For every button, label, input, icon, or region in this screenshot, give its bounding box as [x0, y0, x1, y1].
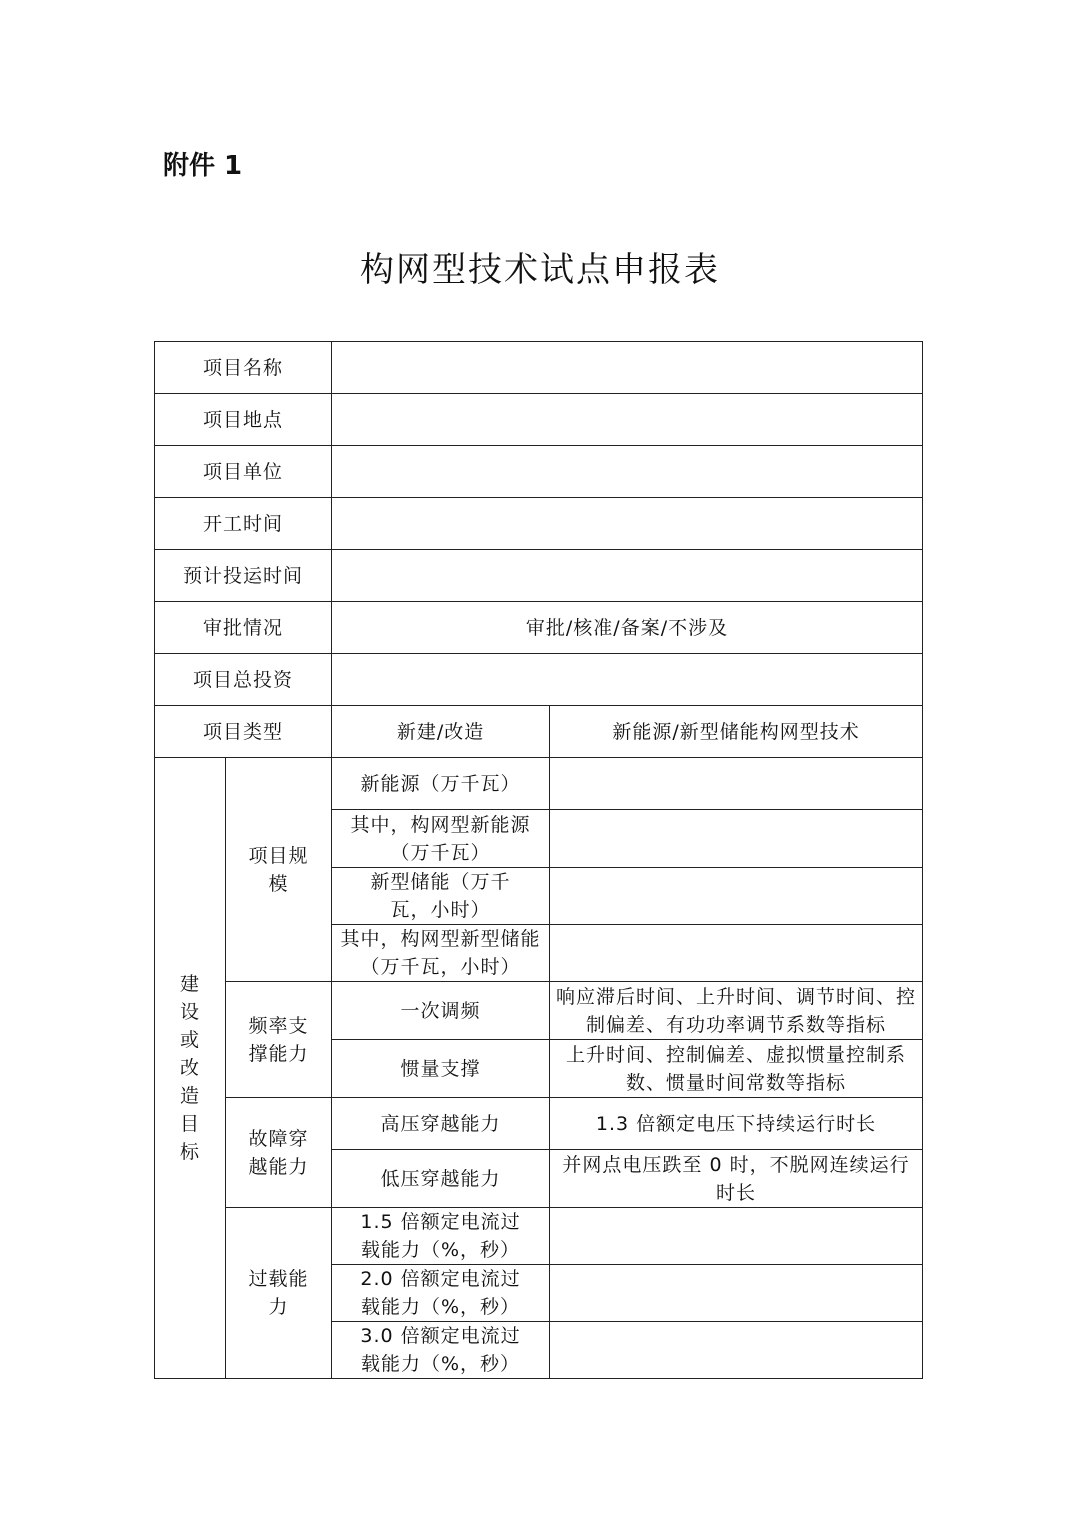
row-primary-frequency: [155, 982, 923, 1040]
field-fault-item[interactable]: 并网点电压跌至 0 时，不脱网连续运行时长: [550, 1150, 923, 1208]
label-targets-group: 建设或改造目标: [155, 758, 226, 1379]
field-project-name[interactable]: [332, 342, 923, 394]
field-project-type-build[interactable]: 新建/改造: [332, 706, 550, 758]
row-project-location: [155, 394, 923, 446]
field-scale-item[interactable]: [550, 758, 923, 810]
label-total-investment: 项目总投资: [155, 654, 332, 706]
field-total-investment[interactable]: [332, 654, 923, 706]
field-frequency-item[interactable]: 上升时间、控制偏差、虚拟惯量控制系数、惯量时间常数等指标: [550, 1040, 923, 1098]
field-scale-item[interactable]: [550, 925, 923, 982]
label-scale-item: 新能源（万千瓦）: [332, 758, 550, 810]
label-frequency-support: 频率支撑能力: [226, 982, 332, 1098]
row-scale-renewable: [155, 758, 923, 810]
label-overload-item: 3.0 倍额定电流过载能力（%，秒）: [332, 1322, 550, 1379]
label-fault-item: 高压穿越能力: [332, 1098, 550, 1150]
label-scale-item: 新型储能（万千瓦，小时）: [332, 868, 550, 925]
row-expected-operation-time: [155, 550, 923, 602]
field-overload-item[interactable]: [550, 1208, 923, 1265]
row-approval-status: [155, 602, 923, 654]
label-overload-item: 1.5 倍额定电流过载能力（%，秒）: [332, 1208, 550, 1265]
label-scale-item: 其中，构网型新能源（万千瓦）: [332, 810, 550, 868]
label-project-unit: 项目单位: [155, 446, 332, 498]
row-total-investment: [155, 654, 923, 706]
field-start-time[interactable]: [332, 498, 923, 550]
label-expected-operation-time: 预计投运时间: [155, 550, 332, 602]
field-frequency-item[interactable]: 响应滞后时间、上升时间、调节时间、控制偏差、有功功率调节系数等指标: [550, 982, 923, 1040]
label-approval-status: 审批情况: [155, 602, 332, 654]
field-fault-item[interactable]: 1.3 倍额定电压下持续运行时长: [550, 1098, 923, 1150]
label-project-type: 项目类型: [155, 706, 332, 758]
label-project-location: 项目地点: [155, 394, 332, 446]
label-overload-capability: 过载能力: [226, 1208, 332, 1379]
label-overload-item: 2.0 倍额定电流过载能力（%，秒）: [332, 1265, 550, 1322]
row-project-unit: [155, 446, 923, 498]
field-project-location[interactable]: [332, 394, 923, 446]
label-frequency-item: 一次调频: [332, 982, 550, 1040]
label-project-name: 项目名称: [155, 342, 332, 394]
label-scale-item: 其中，构网型新型储能（万千瓦，小时）: [332, 925, 550, 982]
field-overload-item[interactable]: [550, 1265, 923, 1322]
field-approval-status[interactable]: 审批/核准/备案/不涉及: [332, 602, 923, 654]
label-fault-ride-through: 故障穿越能力: [226, 1098, 332, 1208]
label-start-time: 开工时间: [155, 498, 332, 550]
row-start-time: [155, 498, 923, 550]
field-project-type-tech[interactable]: 新能源/新型储能构网型技术: [550, 706, 923, 758]
field-scale-item[interactable]: [550, 868, 923, 925]
field-scale-item[interactable]: [550, 810, 923, 868]
row-project-type: [155, 706, 923, 758]
row-project-name: [155, 342, 923, 394]
row-high-voltage-ride-through: [155, 1098, 923, 1150]
form-title: 构网型技术试点申报表: [360, 250, 720, 290]
label-frequency-item: 惯量支撑: [332, 1040, 550, 1098]
field-project-unit[interactable]: [332, 446, 923, 498]
field-overload-item[interactable]: [550, 1322, 923, 1379]
row-overload-1-5: [155, 1208, 923, 1265]
field-expected-operation-time[interactable]: [332, 550, 923, 602]
attachment-label: 附件 1: [163, 151, 243, 181]
label-project-scale: 项目规模: [226, 758, 332, 982]
label-fault-item: 低压穿越能力: [332, 1150, 550, 1208]
application-form-table: [154, 341, 923, 1379]
